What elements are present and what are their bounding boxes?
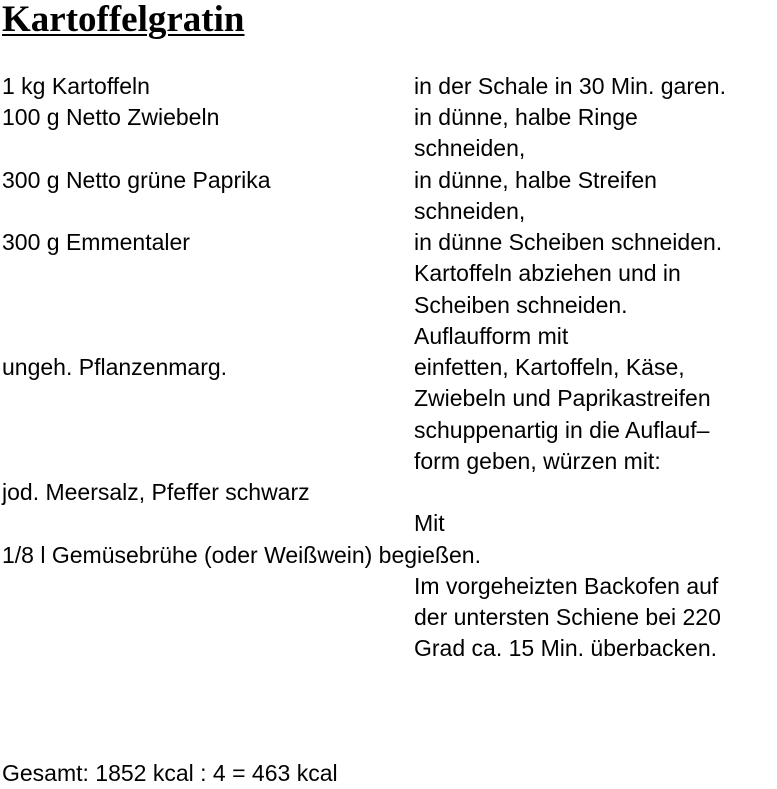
calorie-total: Gesamt: 1852 kcal : 4 = 463 kcal [2,760,338,786]
recipe-title: Kartoffelgratin [2,0,245,40]
ingredient-text: 300 g Netto grüne Paprika [2,167,271,193]
instruction-text: schneiden, [414,135,526,161]
instruction-text: in dünne, halbe Streifen [414,167,657,193]
instruction-text: einfetten, Kartoffeln, Käse, [414,354,685,380]
instruction-text: Mit [414,510,445,536]
instruction-text: der untersten Schiene bei 220 [414,604,721,630]
instruction-text: Grad ca. 15 Min. überbacken. [414,635,717,661]
instruction-text: schneiden, [414,198,526,224]
ingredient-text: 1 kg Kartoffeln [2,73,150,99]
instruction-text: Scheiben schneiden. [414,292,628,318]
instruction-text: in der Schale in 30 Min. garen. [414,73,726,99]
instruction-text: Zwiebeln und Paprikastreifen [414,385,711,411]
ingredient-text: 100 g Netto Zwiebeln [2,104,220,130]
instruction-text: Kartoffeln abziehen und in [414,260,681,286]
ingredient-text: jod. Meersalz, Pfeffer schwarz [2,479,310,505]
ingredient-text: 300 g Emmentaler [2,229,190,255]
ingredient-text: 1/8 l Gemüsebrühe (oder Weißwein) begießen. [2,542,481,568]
instruction-text: Im vorgeheizten Backofen auf [414,573,719,599]
ingredient-text: ungeh. Pflanzenmarg. [2,354,228,380]
instruction-text: in dünne Scheiben schneiden. [414,229,723,255]
instruction-text: in dünne, halbe Ringe [414,104,638,130]
instruction-text: form geben, würzen mit: [414,448,661,474]
instruction-text: Auflaufform mit [414,323,569,349]
instruction-text: schuppenartig in die Auflauf– [414,417,710,443]
